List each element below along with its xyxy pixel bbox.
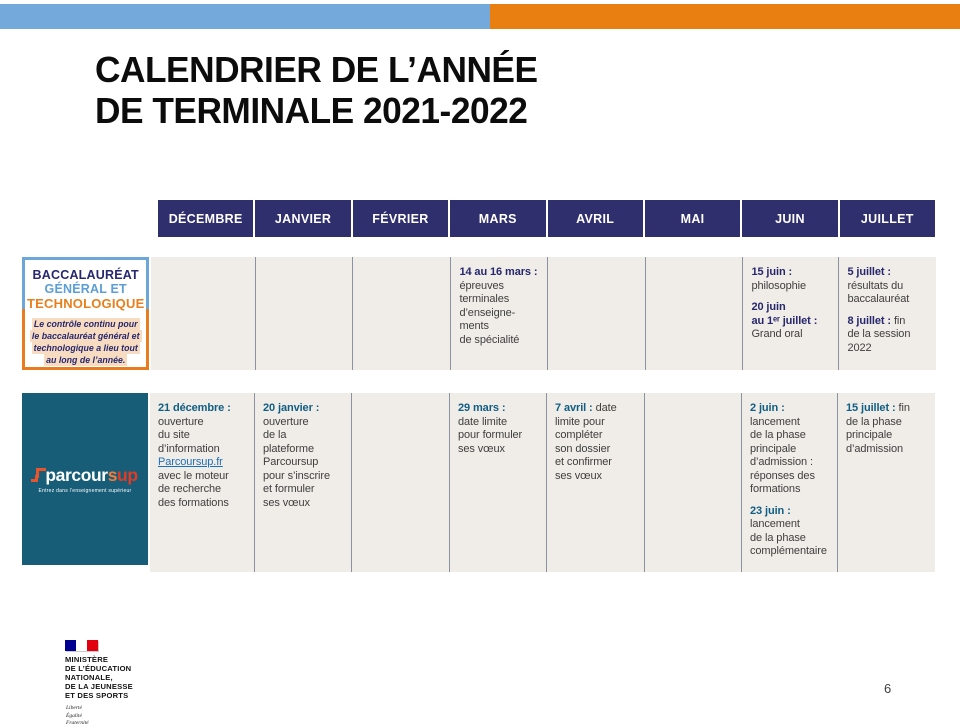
calendar-event: 29 mars : date limite pour formuler ses vœux xyxy=(458,402,523,455)
month-header-cell: FÉVRIER xyxy=(353,200,448,237)
title-line-1: CALENDRIER DE L’ANNÉE xyxy=(95,49,538,90)
month-header-row xyxy=(158,200,935,237)
baccalaureat-label-line2: GÉNÉRAL ET xyxy=(44,282,127,296)
month-header-cell: MAI xyxy=(645,200,740,237)
month-header-cell: MARS xyxy=(450,200,545,237)
calendar-event: 14 au 16 mars : épreuves terminales d’enseigne- ments de spécialité xyxy=(459,266,538,346)
calendar-cell xyxy=(839,257,936,370)
french-flag-icon xyxy=(65,640,98,651)
baccalaureat-label-line1: BACCALAURÉAT xyxy=(32,268,139,282)
parcoursup-label-box xyxy=(22,393,148,565)
calendar-cell xyxy=(150,393,255,572)
month-header-cell: DÉCEMBRE xyxy=(158,200,253,237)
baccalaureat-label-box xyxy=(22,257,149,370)
calendar-cell xyxy=(451,257,548,370)
ministry-name: MINISTÈRE DE L’ÉDUCATION NATIONALE, DE LA JEUNESSE ET DES SPORTS xyxy=(65,655,133,701)
calendar-event: 5 juillet : résultats du baccalauréat xyxy=(847,266,910,306)
controle-continu-note: Le contrôle continu pour le baccalauréat général et technologique a lieu tout au long de l’année. xyxy=(31,319,140,365)
parcoursup-cells xyxy=(150,393,935,565)
calendar-event: 8 juillet : fin de la session 2022 xyxy=(847,314,911,354)
calendar-event: 20 janvier : ouverture de la plateforme Parcoursup pour s’inscrire et formuler ses vœux xyxy=(263,402,330,509)
calendar-event: 23 juin : lancement de la phase complémentaire xyxy=(750,504,827,558)
parcoursup-tagline: Entrez dans l’enseignement supérieur xyxy=(38,487,132,494)
calendar-cell xyxy=(838,393,935,572)
republic-motto: Liberté Égalité Fraternité xyxy=(66,704,89,727)
calendar-event: 15 juin : philosophie xyxy=(751,266,806,292)
calendar-event: 2 juin : lancement de la phase principale d’admission : réponses des formations xyxy=(750,402,815,496)
month-header-cell: AVRIL xyxy=(548,200,643,237)
calendar-event: 20 juin au 1ᵉʳ juillet : Grand oral xyxy=(751,301,818,341)
calendar-cell xyxy=(547,393,645,572)
parcoursup-bracket-icon xyxy=(32,468,44,483)
top-bar-blue xyxy=(0,4,490,29)
calendar-cell xyxy=(450,393,547,572)
calendar-row-parcoursup xyxy=(22,393,935,565)
calendar-cell xyxy=(646,257,743,370)
page-number: 6 xyxy=(884,681,892,696)
month-header-cell: JUIN xyxy=(742,200,837,237)
title-line-2: DE TERMINALE 2021-2022 xyxy=(95,89,528,131)
calendar-cell xyxy=(151,257,256,370)
baccalaureat-cells xyxy=(151,257,936,370)
calendar-row-baccalaureat xyxy=(22,257,935,370)
ministry-logo xyxy=(65,640,133,728)
calendar-cell xyxy=(742,393,838,572)
calendar-cell xyxy=(256,257,353,370)
calendar-cell xyxy=(352,393,450,572)
parcoursup-logo: parcoursup xyxy=(32,465,137,486)
calendar-cell xyxy=(645,393,742,572)
month-header-cell: JUILLET xyxy=(840,200,935,237)
calendar-cell xyxy=(353,257,451,370)
baccalaureat-label-line3: TECHNOLOGIQUE xyxy=(27,296,145,311)
calendar-cell xyxy=(255,393,352,572)
month-header-cell: JANVIER xyxy=(255,200,350,237)
page-title xyxy=(95,50,538,131)
parcoursup-link[interactable]: Parcoursup.fr xyxy=(158,456,223,469)
top-bar-orange xyxy=(490,4,960,29)
calendar-event: 7 avril : date limite pour compléter son dossier et confirmer ses vœux xyxy=(555,402,617,482)
calendar-cell xyxy=(743,257,839,370)
calendar-cell xyxy=(548,257,646,370)
calendar-event: 21 décembre : ouverture du site d’information Parcoursup.fr avec le moteur de recherche des formations xyxy=(158,402,231,509)
calendar-event: 15 juillet : fin de la phase principale d’admission xyxy=(846,402,910,455)
